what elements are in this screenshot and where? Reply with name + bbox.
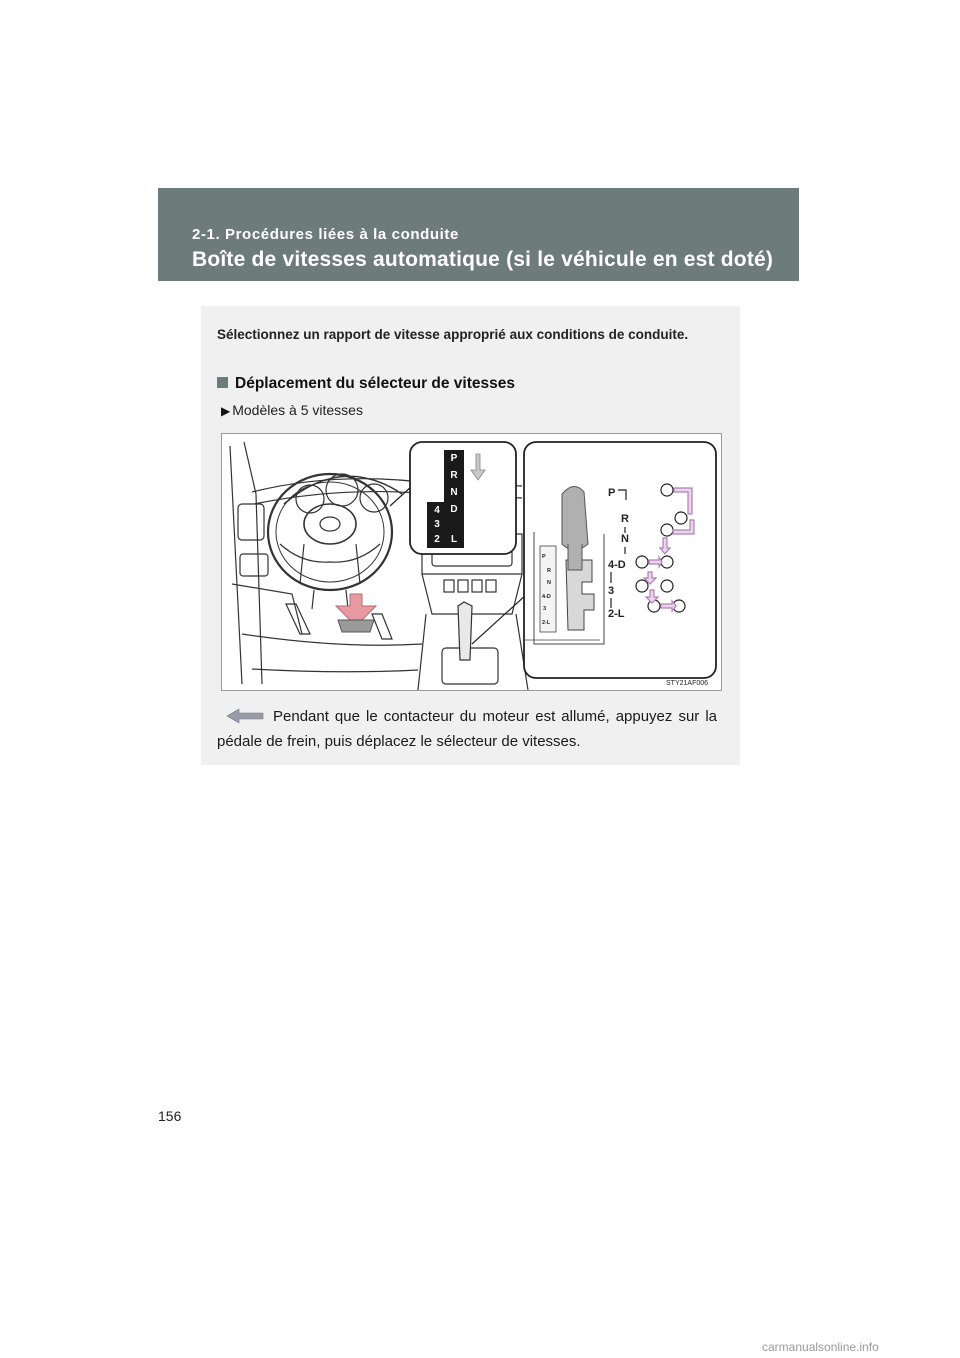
model-label <box>221 402 363 418</box>
shifter-gate-inset <box>524 442 716 678</box>
indicator-right-label: N <box>450 487 458 498</box>
content-box <box>201 306 740 765</box>
gear-indicator-inset <box>410 442 516 554</box>
figure-code: STY21AF006 <box>666 680 709 687</box>
gate-label: P <box>608 487 616 499</box>
watermark-text: carmanualsonline.info <box>762 1340 879 1354</box>
small-gate-label: R <box>547 568 551 574</box>
brake-pedal-arrow <box>336 594 376 632</box>
indicator-left-label: 4 <box>434 505 440 516</box>
note-text: Pendant que le contacteur du moteur est allumé, appuyez sur la pédale de frein, puis déplacez le sélecteur de vitesses. <box>217 708 717 750</box>
indicator-left-label: 3 <box>434 519 440 530</box>
gate-label: N <box>621 533 629 545</box>
brake-pedal-arrow-icon <box>225 708 265 724</box>
section-label: 2-1. Procédures liées à la conduite <box>192 226 459 243</box>
callout-line-bottom <box>472 594 527 644</box>
indicator-right-label: P <box>450 453 458 464</box>
subheading-text: Déplacement du sélecteur de vitesses <box>235 375 515 392</box>
page-number: 156 <box>158 1108 182 1124</box>
indicator-right-label: R <box>450 470 458 481</box>
gate-label: 4-D <box>608 559 626 571</box>
indicator-left-label: 2 <box>434 534 440 545</box>
indicator-right-label: L <box>450 534 458 545</box>
note-paragraph <box>217 704 717 754</box>
small-gate-label: N <box>547 580 551 586</box>
triangle-right-icon: ▶ <box>221 404 231 418</box>
intro-text: Sélectionnez un rapport de vitesse approprié aux conditions de conduite. <box>217 327 689 342</box>
small-gate-label: P <box>542 554 546 560</box>
illustration-svg <box>222 434 721 690</box>
shift-lever-illustration <box>221 433 722 691</box>
small-gate-label: 4-D <box>542 594 551 600</box>
subheading <box>217 375 515 393</box>
small-gate-label: 2-L <box>542 620 551 626</box>
chapter-header <box>158 188 799 281</box>
page-title: Boîte de vitesses automatique (si le véhicule en est doté) <box>192 248 774 271</box>
gate-label: 3 <box>608 585 615 597</box>
small-gate-label: 3 <box>543 606 547 612</box>
gate-label: 2-L <box>608 608 625 620</box>
square-bullet-icon <box>217 377 228 388</box>
gate-label: R <box>621 513 629 525</box>
indicator-right-label: D <box>450 504 458 515</box>
model-text: Modèles à 5 vitesses <box>232 402 363 418</box>
